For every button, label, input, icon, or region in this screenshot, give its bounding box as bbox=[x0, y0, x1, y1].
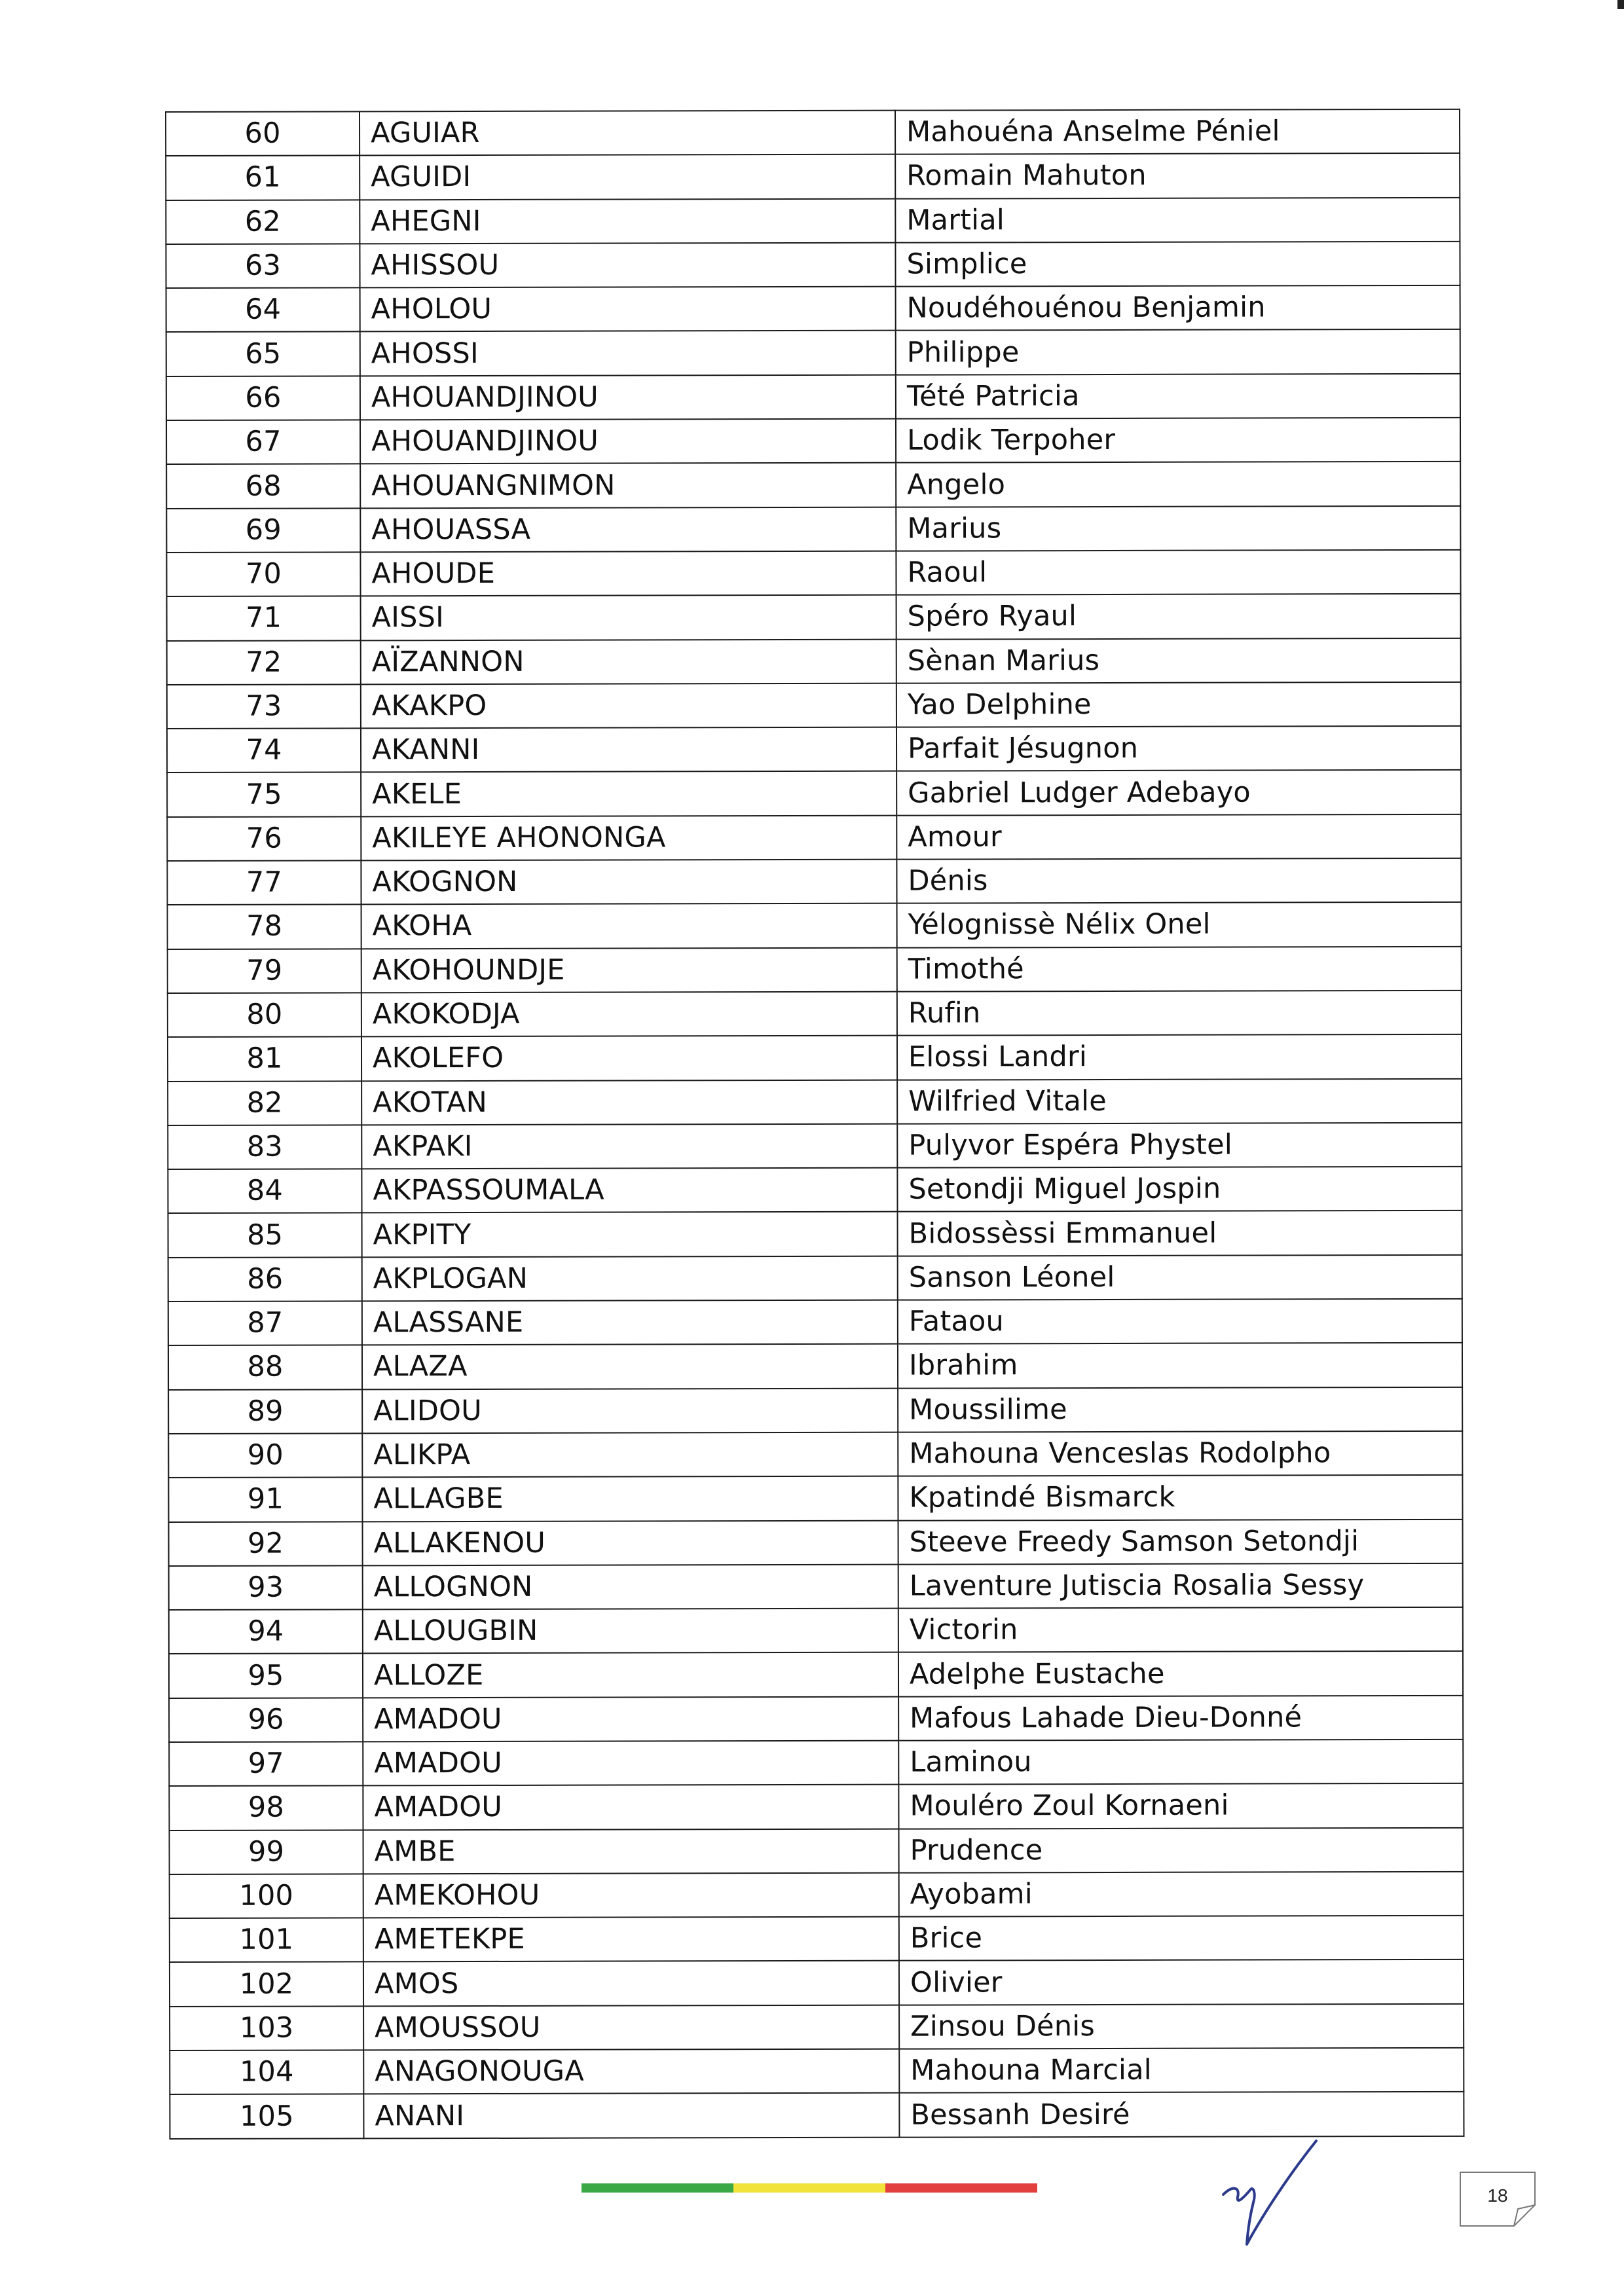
row-number-cell: 60 bbox=[166, 111, 360, 156]
row-number-cell: 83 bbox=[168, 1125, 361, 1169]
table-row bbox=[167, 594, 1461, 640]
last-name-cell: AHOUANGNIMON bbox=[360, 463, 896, 508]
row-number-cell: 91 bbox=[168, 1478, 362, 1522]
table-row bbox=[166, 550, 1460, 596]
first-name-cell: Elossi Landri bbox=[897, 1034, 1462, 1080]
table-row bbox=[170, 2004, 1464, 2050]
first-name-cell: Spéro Ryaul bbox=[896, 594, 1461, 639]
table-row bbox=[166, 374, 1460, 420]
row-number-cell: 77 bbox=[167, 860, 361, 905]
first-name-cell: Tété Patricia bbox=[896, 374, 1460, 419]
table-row bbox=[166, 462, 1460, 508]
table-row bbox=[166, 329, 1460, 376]
row-number-cell: 104 bbox=[170, 2050, 363, 2094]
first-name-cell: Sènan Marius bbox=[896, 638, 1461, 683]
first-name-cell: Yao Delphine bbox=[896, 682, 1461, 727]
row-number-cell: 97 bbox=[169, 1741, 363, 1786]
table-row bbox=[169, 1651, 1463, 1698]
table-row bbox=[170, 2048, 1464, 2094]
table-row bbox=[166, 418, 1460, 464]
first-name-cell: Kpatindé Bismarck bbox=[898, 1475, 1462, 1520]
table-row bbox=[168, 1299, 1462, 1345]
last-name-cell: AHISSOU bbox=[360, 243, 895, 288]
table-row bbox=[169, 1740, 1463, 1786]
row-number-cell: 68 bbox=[166, 464, 360, 509]
row-number-cell: 70 bbox=[166, 552, 360, 596]
table-row bbox=[169, 1519, 1463, 1565]
row-number-cell: 80 bbox=[168, 993, 361, 1037]
row-number-cell: 79 bbox=[168, 949, 361, 993]
table-row bbox=[168, 1343, 1462, 1389]
table-row bbox=[168, 1387, 1462, 1433]
last-name-cell: AKPAKI bbox=[361, 1123, 897, 1169]
table-row bbox=[168, 1078, 1462, 1125]
last-name-cell: ALLOGNON bbox=[363, 1564, 898, 1609]
last-name-cell: AGUIDI bbox=[360, 155, 895, 200]
first-name-cell: Prudence bbox=[898, 1827, 1463, 1872]
row-number-cell: 81 bbox=[168, 1037, 361, 1082]
first-name-cell: Rufin bbox=[897, 991, 1462, 1036]
last-name-cell: AISSI bbox=[361, 595, 896, 640]
last-name-cell: AKILEYE AHONONGA bbox=[361, 815, 896, 860]
first-name-cell: Bessanh Desiré bbox=[899, 2092, 1464, 2137]
first-name-cell: Mafous Lahade Dieu-Donné bbox=[898, 1696, 1463, 1741]
row-number-cell: 62 bbox=[166, 200, 360, 244]
last-name-cell: AHOSSI bbox=[360, 331, 896, 376]
table-row bbox=[169, 1563, 1463, 1610]
first-name-cell: Parfait Jésugnon bbox=[896, 726, 1461, 771]
first-name-cell: Laventure Jutiscia Rosalia Sessy bbox=[898, 1563, 1463, 1609]
first-name-cell: Yélognissè Nélix Onel bbox=[897, 902, 1462, 947]
table-row bbox=[167, 770, 1461, 816]
row-number-cell: 101 bbox=[170, 1918, 363, 1963]
last-name-cell: AHOUANDJINOU bbox=[360, 419, 896, 464]
row-number-cell: 67 bbox=[166, 420, 360, 464]
last-name-cell: AKOHA bbox=[361, 903, 897, 949]
last-name-cell: AKPLOGAN bbox=[362, 1256, 898, 1301]
row-number-cell: 88 bbox=[168, 1345, 362, 1390]
row-number-cell: 75 bbox=[167, 773, 361, 817]
last-name-cell: AHEGNI bbox=[360, 198, 895, 244]
table-row bbox=[168, 902, 1462, 949]
table-row bbox=[170, 1959, 1464, 2006]
row-number-cell: 102 bbox=[170, 1962, 363, 2007]
last-name-cell: AHOUASSA bbox=[360, 507, 896, 552]
last-name-cell: AGUIAR bbox=[360, 111, 895, 156]
first-name-cell: Olivier bbox=[899, 1959, 1464, 2005]
first-name-cell: Mahouna Marcial bbox=[899, 2048, 1464, 2093]
last-name-cell: AMEKOHOU bbox=[363, 1873, 899, 1918]
last-name-cell: AKOLEFO bbox=[361, 1036, 897, 1081]
table-row bbox=[166, 197, 1460, 244]
first-name-cell: Ibrahim bbox=[898, 1343, 1462, 1388]
table-row bbox=[169, 1696, 1463, 1742]
row-number-cell: 82 bbox=[168, 1081, 361, 1125]
table-row bbox=[166, 506, 1460, 553]
row-number-cell: 66 bbox=[166, 376, 360, 420]
first-name-cell: Amour bbox=[896, 814, 1461, 860]
first-name-cell: Timothé bbox=[897, 946, 1462, 991]
last-name-cell: AMADOU bbox=[363, 1785, 898, 1830]
last-name-cell: AMOUSSOU bbox=[363, 2005, 899, 2050]
last-name-cell: AKAKPO bbox=[361, 683, 896, 729]
first-name-cell: Gabriel Ludger Adebayo bbox=[896, 770, 1461, 815]
last-name-cell: ALASSANE bbox=[362, 1300, 898, 1345]
row-number-cell: 86 bbox=[168, 1257, 362, 1302]
first-name-cell: Brice bbox=[899, 1916, 1464, 1961]
table-row bbox=[170, 1916, 1464, 1962]
table-row bbox=[167, 858, 1461, 905]
table-row bbox=[167, 682, 1461, 729]
last-name-cell: ALLOZE bbox=[363, 1652, 898, 1698]
row-number-cell: 95 bbox=[169, 1654, 363, 1698]
table-row bbox=[168, 1034, 1462, 1081]
table-row bbox=[168, 1123, 1462, 1169]
flag-red-stripe bbox=[885, 2183, 1037, 2193]
flag-green-stripe bbox=[581, 2183, 733, 2193]
row-number-cell: 93 bbox=[169, 1565, 363, 1610]
first-name-cell: Steeve Freedy Samson Setondji bbox=[898, 1519, 1463, 1564]
last-name-cell: ALLOUGBIN bbox=[363, 1609, 898, 1654]
first-name-cell: Sanson Léonel bbox=[898, 1255, 1462, 1300]
roster-table-body bbox=[166, 109, 1464, 2139]
table-row bbox=[169, 1827, 1463, 1874]
table-row bbox=[168, 1167, 1462, 1213]
first-name-cell: Martial bbox=[895, 197, 1460, 242]
last-name-cell: AKOGNON bbox=[361, 860, 896, 905]
row-number-cell: 89 bbox=[168, 1389, 362, 1434]
row-number-cell: 72 bbox=[167, 640, 361, 685]
table-row bbox=[170, 1872, 1464, 1918]
first-name-cell: Bidossèssi Emmanuel bbox=[898, 1211, 1462, 1256]
first-name-cell: Laminou bbox=[898, 1740, 1463, 1785]
last-name-cell: AKOTAN bbox=[361, 1080, 897, 1125]
scan-corner-mark bbox=[1617, 0, 1624, 9]
first-name-cell: Victorin bbox=[898, 1607, 1463, 1652]
last-name-cell: AMADOU bbox=[363, 1741, 898, 1786]
last-name-cell: ALLAKENOU bbox=[363, 1520, 898, 1565]
first-name-cell: Romain Mahuton bbox=[895, 153, 1460, 198]
table-row bbox=[168, 1475, 1462, 1522]
last-name-cell: AHOUANDJINOU bbox=[360, 374, 896, 420]
first-name-cell: Lodik Terpoher bbox=[896, 418, 1460, 463]
first-name-cell: Simplice bbox=[895, 242, 1460, 287]
last-name-cell: ALIKPA bbox=[362, 1432, 898, 1478]
row-number-cell: 85 bbox=[168, 1213, 362, 1258]
row-number-cell: 103 bbox=[170, 2006, 363, 2050]
last-name-cell: AKOHOUNDJE bbox=[361, 947, 897, 993]
row-number-cell: 61 bbox=[166, 156, 360, 200]
first-name-cell: Mouléro Zoul Kornaeni bbox=[898, 1783, 1463, 1829]
flag-yellow-stripe bbox=[733, 2183, 885, 2193]
last-name-cell: ALIDOU bbox=[362, 1388, 898, 1433]
first-name-cell: Mahouna Venceslas Rodolpho bbox=[898, 1431, 1462, 1476]
first-name-cell: Zinsou Dénis bbox=[899, 2004, 1464, 2049]
table-row bbox=[168, 1431, 1462, 1478]
table-row bbox=[167, 638, 1461, 684]
table-row bbox=[166, 153, 1460, 200]
table-row bbox=[168, 946, 1462, 993]
first-name-cell: Fataou bbox=[898, 1299, 1462, 1344]
row-number-cell: 63 bbox=[166, 244, 360, 288]
table-row bbox=[166, 109, 1460, 156]
page-number: 18 bbox=[1487, 2185, 1508, 2206]
row-number-cell: 100 bbox=[170, 1874, 363, 1918]
row-number-cell: 92 bbox=[169, 1522, 363, 1566]
roster-table bbox=[165, 109, 1464, 2140]
first-name-cell: Setondji Miguel Jospin bbox=[897, 1167, 1462, 1212]
table-row bbox=[168, 991, 1462, 1037]
row-number-cell: 76 bbox=[167, 816, 361, 861]
table-row bbox=[169, 1607, 1463, 1654]
last-name-cell: ANANI bbox=[363, 2093, 899, 2138]
last-name-cell: ALAZA bbox=[362, 1344, 898, 1389]
table-row bbox=[170, 2092, 1464, 2138]
row-number-cell: 98 bbox=[169, 1786, 363, 1831]
row-number-cell: 84 bbox=[168, 1169, 361, 1213]
last-name-cell: AMADOU bbox=[363, 1696, 898, 1741]
first-name-cell: Philippe bbox=[896, 329, 1460, 374]
row-number-cell: 78 bbox=[168, 905, 361, 949]
last-name-cell: AKPASSOUMALA bbox=[361, 1168, 897, 1213]
first-name-cell: Ayobami bbox=[899, 1872, 1464, 1917]
last-name-cell: AMETEKPE bbox=[363, 1917, 899, 1962]
last-name-cell: AHOLOU bbox=[360, 287, 896, 332]
row-number-cell: 105 bbox=[170, 2094, 363, 2139]
last-name-cell: AHOUDE bbox=[360, 551, 896, 596]
table-row bbox=[167, 814, 1461, 861]
first-name-cell: Pulyvor Espéra Phystel bbox=[897, 1123, 1462, 1168]
table-row bbox=[168, 1211, 1462, 1257]
table-row bbox=[169, 1783, 1463, 1830]
row-number-cell: 90 bbox=[168, 1433, 362, 1478]
flag-color-bar bbox=[581, 2183, 1037, 2193]
first-name-cell: Angelo bbox=[896, 462, 1460, 507]
first-name-cell: Raoul bbox=[896, 550, 1460, 595]
first-name-cell: Wilfried Vitale bbox=[897, 1078, 1462, 1123]
first-name-cell: Moussilime bbox=[898, 1387, 1462, 1432]
first-name-cell: Adelphe Eustache bbox=[898, 1651, 1463, 1696]
last-name-cell: AKELE bbox=[361, 771, 896, 816]
row-number-cell: 87 bbox=[168, 1301, 362, 1345]
row-number-cell: 64 bbox=[166, 288, 360, 333]
last-name-cell: AÏZANNON bbox=[361, 639, 896, 684]
last-name-cell: AMOS bbox=[363, 1961, 899, 2006]
last-name-cell: AMBE bbox=[363, 1829, 898, 1874]
row-number-cell: 96 bbox=[169, 1698, 363, 1742]
last-name-cell: ANAGONOUGA bbox=[363, 2049, 899, 2094]
last-name-cell: AKPITY bbox=[362, 1212, 898, 1257]
last-name-cell: AKOKODJA bbox=[361, 992, 897, 1037]
table-row bbox=[166, 242, 1460, 288]
row-number-cell: 94 bbox=[169, 1609, 363, 1654]
table-row bbox=[168, 1255, 1462, 1302]
first-name-cell: Dénis bbox=[896, 858, 1461, 903]
row-number-cell: 99 bbox=[169, 1830, 363, 1874]
first-name-cell: Mahouéna Anselme Péniel bbox=[895, 109, 1460, 155]
row-number-cell: 65 bbox=[166, 332, 360, 376]
row-number-cell: 73 bbox=[167, 684, 361, 729]
last-name-cell: ALLAGBE bbox=[362, 1476, 898, 1522]
first-name-cell: Marius bbox=[896, 506, 1460, 551]
row-number-cell: 69 bbox=[166, 508, 360, 553]
table-row bbox=[167, 726, 1461, 773]
table-row bbox=[166, 285, 1460, 332]
row-number-cell: 74 bbox=[167, 729, 361, 773]
handwritten-signature-icon bbox=[1218, 2134, 1323, 2252]
row-number-cell: 71 bbox=[167, 596, 361, 641]
last-name-cell: AKANNI bbox=[361, 727, 896, 773]
first-name-cell: Noudéhouénou Benjamin bbox=[896, 285, 1460, 331]
